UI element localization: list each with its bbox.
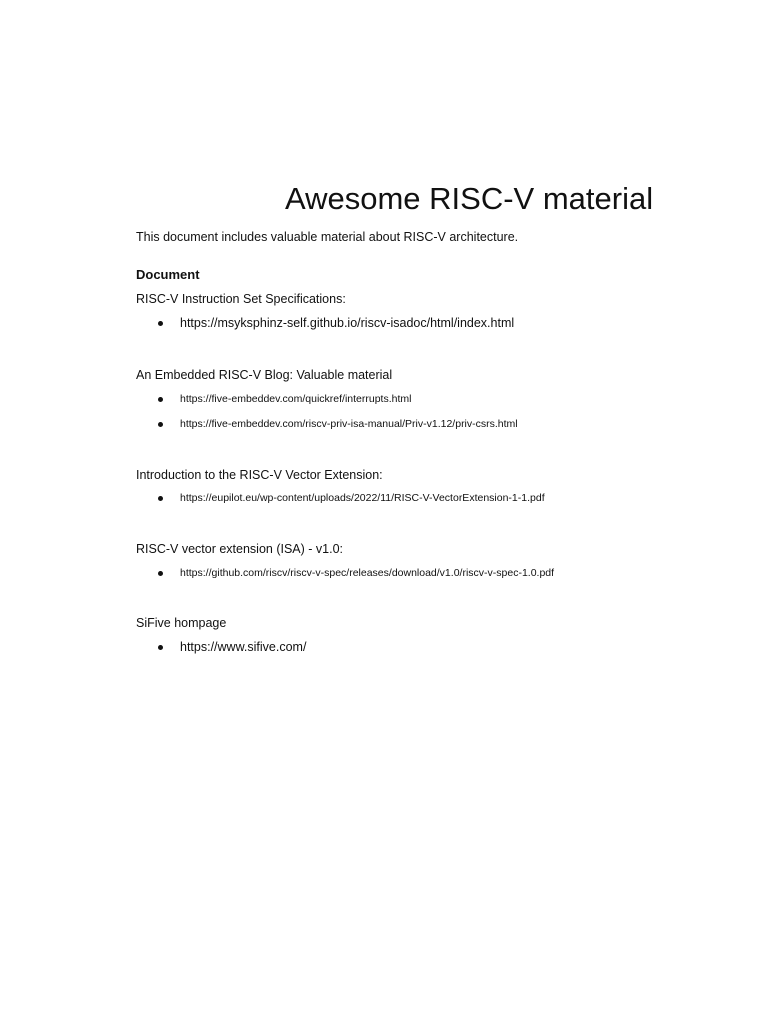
list-item bbox=[158, 393, 411, 405]
bullet-icon bbox=[158, 397, 163, 402]
link-priv-csrs[interactable]: https://five-embeddev.com/riscv-priv-isa-manual/Priv-v1.12/priv-csrs.html bbox=[180, 418, 518, 430]
group-label-vector-spec: RISC-V vector extension (ISA) - v1.0: bbox=[136, 542, 344, 556]
intro-text: This document includes valuable material about RISC-V architecture. bbox=[136, 230, 519, 244]
list-item bbox=[158, 492, 545, 504]
bullet-icon bbox=[158, 571, 163, 576]
section-heading: Document bbox=[136, 267, 200, 282]
document-title: Awesome RISC-V material bbox=[285, 181, 654, 216]
link-isadoc[interactable]: https://msyksphinz-self.github.io/riscv-isadoc/html/index.html bbox=[180, 316, 515, 330]
list-item bbox=[158, 640, 306, 654]
link-riscv-v-spec-pdf[interactable]: https://github.com/riscv/riscv-v-spec/releases/download/v1.0/riscv-v-spec-1.0.pdf bbox=[180, 567, 555, 579]
list-item bbox=[158, 316, 514, 330]
list-item bbox=[158, 418, 518, 430]
group-label-instruction-set: RISC-V Instruction Set Specifications: bbox=[136, 292, 346, 306]
bullet-icon bbox=[158, 645, 163, 650]
bullet-icon bbox=[158, 496, 163, 501]
group-label-sifive: SiFive hompage bbox=[136, 616, 227, 630]
list-item bbox=[158, 567, 554, 579]
link-sifive[interactable]: https://www.sifive.com/ bbox=[180, 640, 307, 654]
link-vector-extension-pdf[interactable]: https://eupilot.eu/wp-content/uploads/2022/11/RISC-V-VectorExtension-1-1.pdf bbox=[180, 492, 545, 504]
group-label-vector-intro: Introduction to the RISC-V Vector Extension: bbox=[136, 468, 383, 482]
bullet-icon bbox=[158, 321, 163, 326]
link-interrupts[interactable]: https://five-embeddev.com/quickref/interrupts.html bbox=[180, 393, 412, 405]
group-label-embedded-blog: An Embedded RISC-V Blog: Valuable material bbox=[136, 368, 393, 382]
bullet-icon bbox=[158, 422, 163, 427]
